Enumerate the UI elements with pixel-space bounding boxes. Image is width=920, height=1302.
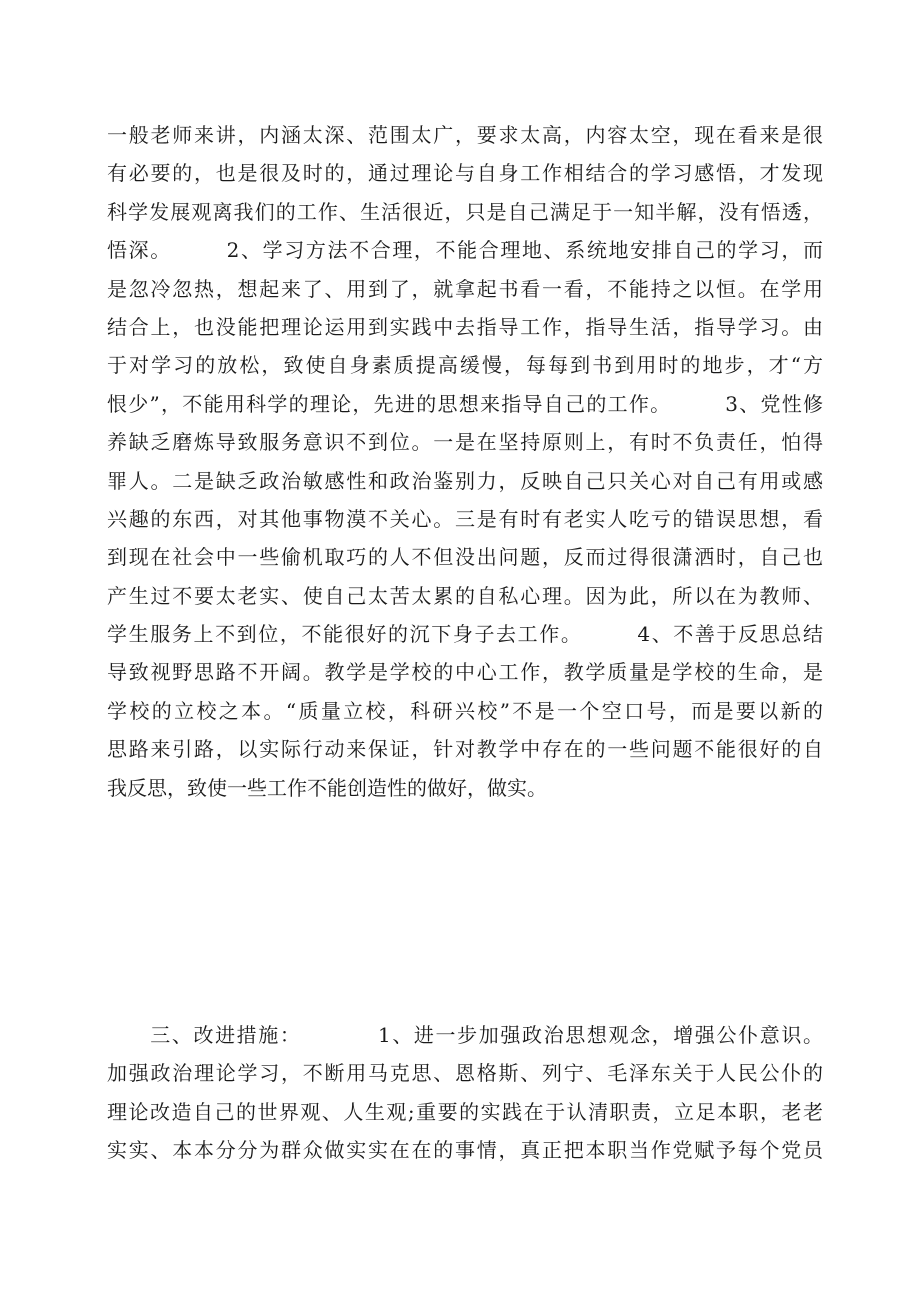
text-line: 罪人。二是缺乏政治敏感性和政治鉴别力，反映自己只关心对自己有用或感 [107, 468, 823, 493]
paragraph-improvement-measures [107, 1016, 823, 1170]
text-line: 我反思，致使一些工作不能创造性的做好，做实。 [107, 775, 547, 800]
text-line: 加强政治理论学习，不断用马克思、恩格斯、列宁、毛泽东关于人民公仆的 [107, 1061, 823, 1086]
text-line: 到现在社会中一些偷机取巧的人不但没出问题，反而过得很潇洒时，自己也 [107, 545, 823, 570]
text-line: 是忽冷忽热，想起来了、用到了，就拿起书看一看，不能持之以恒。在学用 [107, 276, 823, 301]
text-line: 科学发展观离我们的工作、生活很近，只是自己满足于一知半解，没有悟透， [107, 199, 823, 224]
text-line: 于对学习的放松，致使自身素质提高缓慢，每每到书到用时的地步，才“方 [107, 353, 823, 378]
text-line: 一般老师来讲，内涵太深、范围太广，要求太高，内容太空，现在看来是很 [107, 123, 823, 147]
text-line: 三、改进措施： 1、进一步加强政治思想观念，增强公仆意识。 [107, 1023, 823, 1047]
text-line: 学生服务上不到位，不能很好的沉下身子去工作。 4、不善于反思总结 [107, 622, 823, 647]
paragraph-self-analysis [107, 116, 823, 807]
text-line: 理论改造自己的世界观、人生观;重要的实践在于认清职责，立足本职，老老 [107, 1099, 823, 1124]
text-line: 兴趣的东西，对其他事物漠不关心。三是有时有老实人吃亏的错误思想，看 [107, 506, 823, 531]
text-line: 导致视野思路不开阔。教学是学校的中心工作，教学质量是学校的生命，是 [107, 660, 823, 685]
text-line: 悟深。 2、学习方法不合理，不能合理地、系统地安排自己的学习，而 [107, 238, 823, 263]
text-line: 实实、本本分分为群众做实实在在的事情，真正把本职当作党赋予每个党员 [107, 1138, 823, 1163]
text-line: 结合上，也没能把理论运用到实践中去指导工作，指导生活，指导学习。由 [107, 314, 823, 339]
text-line: 产生过不要太老实、使自己太苦太累的自私心理。因为此，所以在为教师、 [107, 583, 823, 608]
text-line: 养缺乏磨炼导致服务意识不到位。一是在坚持原则上，有时不负责任，怕得 [107, 430, 823, 455]
text-line: 恨少”，不能用科学的理论，先进的思想来指导自己的工作。 3、党性修 [107, 391, 823, 416]
text-line: 有必要的，也是很及时的，通过理论与自身工作相结合的学习感悟，才发现 [107, 161, 823, 186]
text-line: 思路来引路，以实际行动来保证，针对教学中存在的一些问题不能很好的自 [107, 737, 823, 762]
text-line: 学校的立校之本。“质量立校，科研兴校”不是一个空口号，而是要以新的 [107, 698, 823, 723]
